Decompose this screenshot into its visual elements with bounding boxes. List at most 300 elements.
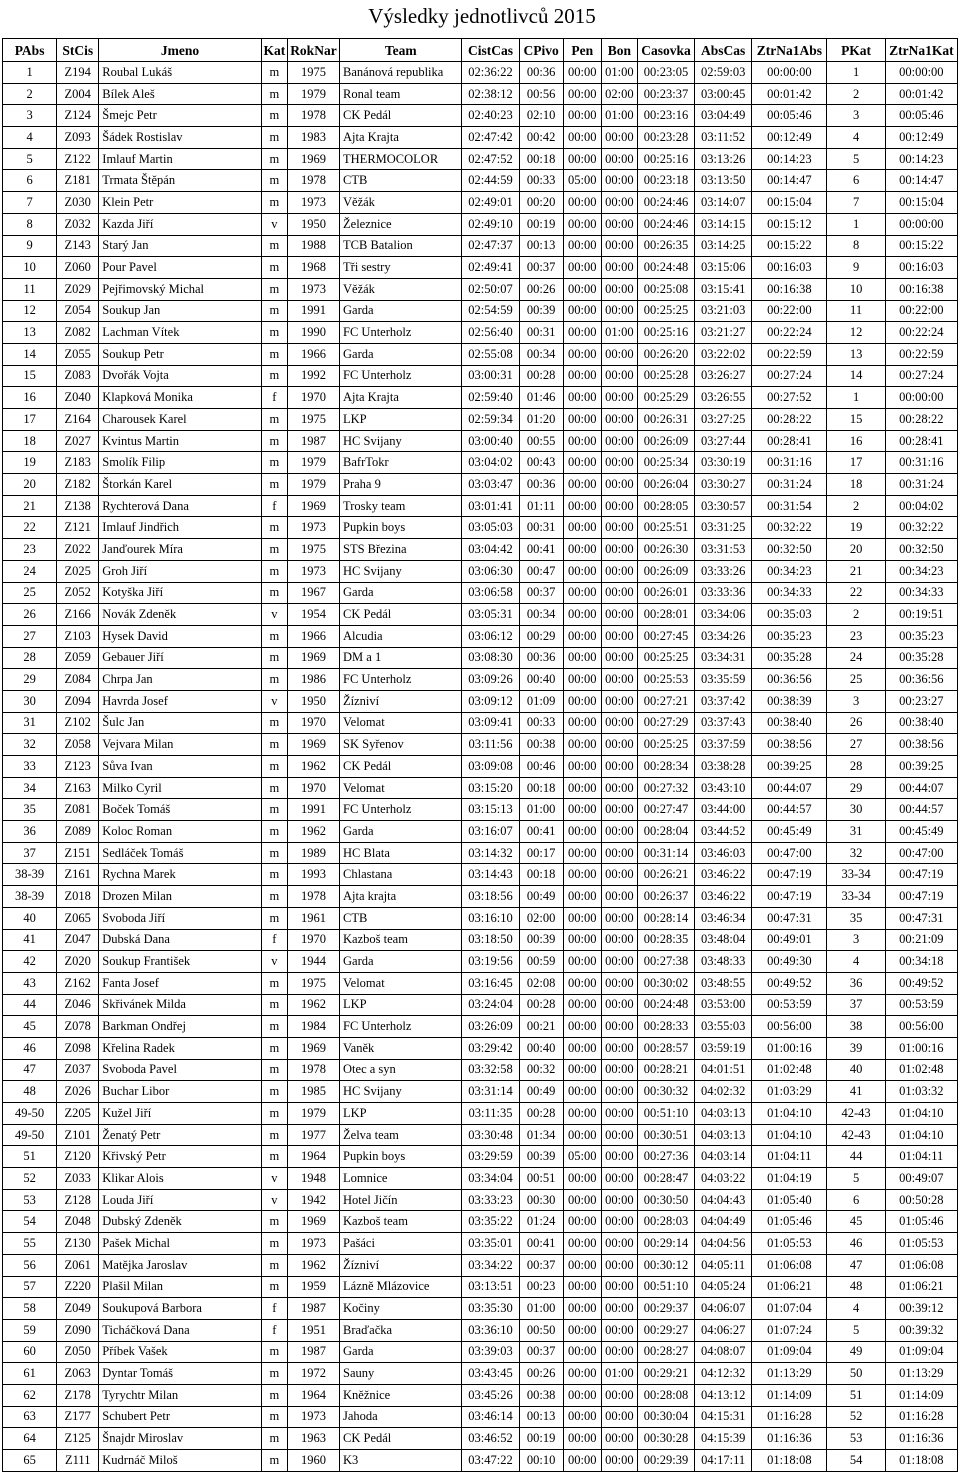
table-row bbox=[3, 1341, 958, 1363]
table-row bbox=[3, 560, 958, 582]
cell-pabs: 34 bbox=[3, 777, 57, 799]
cell-cistcas: 02:50:07 bbox=[462, 278, 519, 300]
cell-abscas: 04:01:51 bbox=[695, 1059, 752, 1081]
cell-stcis: Z090 bbox=[57, 1319, 99, 1341]
cell-pen: 00:00 bbox=[563, 62, 601, 84]
cell-ztrna1abs: 01:05:53 bbox=[752, 1233, 827, 1255]
cell-ztrna1kat: 00:15:22 bbox=[885, 235, 957, 257]
cell-pkat: 52 bbox=[827, 1406, 885, 1428]
cell-roknar: 1991 bbox=[287, 799, 339, 821]
table-row bbox=[3, 127, 958, 149]
cell-team: Věžák bbox=[340, 278, 462, 300]
cell-team: Hotel Jičín bbox=[340, 1189, 462, 1211]
cell-ztrna1kat: 01:04:10 bbox=[885, 1124, 957, 1146]
cell-abscas: 04:12:32 bbox=[695, 1363, 752, 1385]
table-row bbox=[3, 886, 958, 908]
cell-roknar: 1978 bbox=[287, 886, 339, 908]
cell-pen: 00:00 bbox=[563, 1189, 601, 1211]
cell-pkat: 2 bbox=[827, 604, 885, 626]
cell-jmeno: Pejřimovský Michal bbox=[99, 278, 262, 300]
cell-jmeno: Smolík Filip bbox=[99, 452, 262, 474]
cell-bon: 00:00 bbox=[601, 690, 637, 712]
cell-jmeno: Štorkán Karel bbox=[99, 474, 262, 496]
cell-pabs: 53 bbox=[3, 1189, 57, 1211]
cell-jmeno: Imlauf Martin bbox=[99, 148, 262, 170]
column-header-abscas: AbsCas bbox=[695, 39, 752, 62]
cell-pen: 00:00 bbox=[563, 1319, 601, 1341]
cell-team: Garda bbox=[340, 582, 462, 604]
cell-pkat: 6 bbox=[827, 170, 885, 192]
cell-ztrna1kat: 00:16:03 bbox=[885, 257, 957, 279]
results-table bbox=[2, 38, 958, 1472]
cell-jmeno: Svoboda Jiří bbox=[99, 907, 262, 929]
cell-team: FC Unterholz bbox=[340, 1016, 462, 1038]
cell-ztrna1abs: 01:16:28 bbox=[752, 1406, 827, 1428]
cell-pabs: 5 bbox=[3, 148, 57, 170]
cell-cpivo: 00:34 bbox=[519, 604, 563, 626]
cell-kat: m bbox=[261, 343, 287, 365]
cell-cistcas: 03:13:51 bbox=[462, 1276, 519, 1298]
cell-pen: 00:00 bbox=[563, 821, 601, 843]
cell-bon: 00:00 bbox=[601, 994, 637, 1016]
cell-cistcas: 03:31:14 bbox=[462, 1081, 519, 1103]
cell-stcis: Z059 bbox=[57, 647, 99, 669]
cell-pen: 00:00 bbox=[563, 474, 601, 496]
cell-jmeno: Charousek Karel bbox=[99, 409, 262, 431]
cell-cpivo: 00:31 bbox=[519, 322, 563, 344]
cell-pabs: 42 bbox=[3, 951, 57, 973]
cell-cistcas: 03:30:48 bbox=[462, 1124, 519, 1146]
cell-ztrna1abs: 00:12:49 bbox=[752, 127, 827, 149]
cell-bon: 00:00 bbox=[601, 972, 637, 994]
cell-bon: 00:00 bbox=[601, 517, 637, 539]
cell-ztrna1abs: 00:45:49 bbox=[752, 821, 827, 843]
cell-abscas: 04:05:24 bbox=[695, 1276, 752, 1298]
page-title: Výsledky jednotlivců 2015 bbox=[368, 4, 596, 28]
cell-pkat: 15 bbox=[827, 409, 885, 431]
cell-ztrna1abs: 00:28:41 bbox=[752, 430, 827, 452]
cell-ztrna1kat: 01:16:28 bbox=[885, 1406, 957, 1428]
cell-pabs: 7 bbox=[3, 192, 57, 214]
column-header-roknar: RokNar bbox=[287, 39, 339, 62]
cell-team: Želva team bbox=[340, 1124, 462, 1146]
table-row bbox=[3, 777, 958, 799]
table-row bbox=[3, 1298, 958, 1320]
cell-pen: 00:00 bbox=[563, 1406, 601, 1428]
cell-ztrna1kat: 01:05:46 bbox=[885, 1211, 957, 1233]
cell-roknar: 1969 bbox=[287, 647, 339, 669]
cell-kat: f bbox=[261, 495, 287, 517]
cell-pabs: 25 bbox=[3, 582, 57, 604]
cell-bon: 00:00 bbox=[601, 1081, 637, 1103]
cell-pen: 00:00 bbox=[563, 235, 601, 257]
cell-roknar: 1991 bbox=[287, 300, 339, 322]
cell-team: Praha 9 bbox=[340, 474, 462, 496]
cell-pkat: 39 bbox=[827, 1037, 885, 1059]
cell-pkat: 53 bbox=[827, 1428, 885, 1450]
cell-stcis: Z033 bbox=[57, 1168, 99, 1190]
cell-team: Garda bbox=[340, 1341, 462, 1363]
cell-team: Žízniví bbox=[340, 1254, 462, 1276]
cell-ztrna1abs: 01:03:29 bbox=[752, 1081, 827, 1103]
cell-pkat: 42-43 bbox=[827, 1103, 885, 1125]
cell-ztrna1abs: 00:44:07 bbox=[752, 777, 827, 799]
cell-jmeno: Klikar Alois bbox=[99, 1168, 262, 1190]
cell-abscas: 03:15:41 bbox=[695, 278, 752, 300]
cell-kat: m bbox=[261, 1363, 287, 1385]
cell-pabs: 47 bbox=[3, 1059, 57, 1081]
table-row bbox=[3, 1319, 958, 1341]
cell-cpivo: 01:11 bbox=[519, 495, 563, 517]
cell-roknar: 1979 bbox=[287, 474, 339, 496]
cell-cistcas: 03:47:22 bbox=[462, 1450, 519, 1472]
cell-pkat: 41 bbox=[827, 1081, 885, 1103]
cell-team: HC Blata bbox=[340, 842, 462, 864]
cell-stcis: Z089 bbox=[57, 821, 99, 843]
cell-ztrna1abs: 00:22:24 bbox=[752, 322, 827, 344]
cell-abscas: 03:31:25 bbox=[695, 517, 752, 539]
cell-stcis: Z161 bbox=[57, 864, 99, 886]
cell-cpivo: 00:36 bbox=[519, 474, 563, 496]
column-header-pen: Pen bbox=[563, 39, 601, 62]
cell-jmeno: Schubert Petr bbox=[99, 1406, 262, 1428]
cell-ztrna1kat: 00:47:19 bbox=[885, 886, 957, 908]
cell-pkat: 19 bbox=[827, 517, 885, 539]
cell-abscas: 03:34:06 bbox=[695, 604, 752, 626]
cell-casovka: 00:28:14 bbox=[637, 907, 694, 929]
cell-ztrna1abs: 00:28:22 bbox=[752, 409, 827, 431]
cell-cistcas: 03:16:07 bbox=[462, 821, 519, 843]
cell-pkat: 44 bbox=[827, 1146, 885, 1168]
cell-ztrna1abs: 00:22:00 bbox=[752, 300, 827, 322]
cell-ztrna1kat: 00:39:32 bbox=[885, 1319, 957, 1341]
cell-roknar: 1978 bbox=[287, 105, 339, 127]
cell-stcis: Z063 bbox=[57, 1363, 99, 1385]
cell-ztrna1abs: 00:49:30 bbox=[752, 951, 827, 973]
cell-pabs: 24 bbox=[3, 560, 57, 582]
cell-pen: 00:00 bbox=[563, 886, 601, 908]
cell-ztrna1abs: 00:53:59 bbox=[752, 994, 827, 1016]
cell-roknar: 1951 bbox=[287, 1319, 339, 1341]
cell-pen: 00:00 bbox=[563, 972, 601, 994]
cell-cistcas: 03:05:31 bbox=[462, 604, 519, 626]
cell-abscas: 03:38:28 bbox=[695, 756, 752, 778]
cell-pen: 00:00 bbox=[563, 1363, 601, 1385]
cell-cpivo: 00:32 bbox=[519, 1059, 563, 1081]
cell-jmeno: Soukup Petr bbox=[99, 343, 262, 365]
cell-casovka: 00:31:14 bbox=[637, 842, 694, 864]
cell-cistcas: 03:34:04 bbox=[462, 1168, 519, 1190]
cell-cpivo: 00:36 bbox=[519, 62, 563, 84]
cell-jmeno: Šulc Jan bbox=[99, 712, 262, 734]
cell-roknar: 1990 bbox=[287, 322, 339, 344]
cell-stcis: Z030 bbox=[57, 192, 99, 214]
cell-cistcas: 03:18:56 bbox=[462, 886, 519, 908]
cell-bon: 00:00 bbox=[601, 257, 637, 279]
cell-team: Pupkin boys bbox=[340, 1146, 462, 1168]
cell-bon: 00:00 bbox=[601, 409, 637, 431]
cell-bon: 00:00 bbox=[601, 604, 637, 626]
cell-casovka: 00:23:37 bbox=[637, 83, 694, 105]
cell-casovka: 00:30:28 bbox=[637, 1428, 694, 1450]
cell-pabs: 2 bbox=[3, 83, 57, 105]
cell-ztrna1kat: 00:35:28 bbox=[885, 647, 957, 669]
cell-cpivo: 00:41 bbox=[519, 539, 563, 561]
cell-cistcas: 02:47:37 bbox=[462, 235, 519, 257]
table-row bbox=[3, 1124, 958, 1146]
cell-ztrna1kat: 00:23:27 bbox=[885, 690, 957, 712]
cell-ztrna1kat: 00:36:56 bbox=[885, 669, 957, 691]
cell-kat: m bbox=[261, 625, 287, 647]
cell-cpivo: 01:20 bbox=[519, 409, 563, 431]
cell-bon: 00:00 bbox=[601, 1406, 637, 1428]
cell-cpivo: 00:55 bbox=[519, 430, 563, 452]
cell-ztrna1kat: 01:04:11 bbox=[885, 1146, 957, 1168]
cell-cistcas: 02:47:42 bbox=[462, 127, 519, 149]
cell-stcis: Z078 bbox=[57, 1016, 99, 1038]
cell-jmeno: Imlauf Jindřich bbox=[99, 517, 262, 539]
cell-jmeno: Gebauer Jiří bbox=[99, 647, 262, 669]
cell-pabs: 61 bbox=[3, 1363, 57, 1385]
cell-team: Tři sestry bbox=[340, 257, 462, 279]
cell-casovka: 00:26:30 bbox=[637, 539, 694, 561]
cell-cistcas: 02:56:40 bbox=[462, 322, 519, 344]
cell-kat: v bbox=[261, 1168, 287, 1190]
cell-stcis: Z084 bbox=[57, 669, 99, 691]
cell-abscas: 04:15:39 bbox=[695, 1428, 752, 1450]
cell-pabs: 16 bbox=[3, 387, 57, 409]
cell-pabs: 48 bbox=[3, 1081, 57, 1103]
cell-roknar: 1970 bbox=[287, 777, 339, 799]
cell-ztrna1abs: 00:22:59 bbox=[752, 343, 827, 365]
cell-cistcas: 02:59:40 bbox=[462, 387, 519, 409]
cell-roknar: 1950 bbox=[287, 213, 339, 235]
cell-ztrna1abs: 00:14:23 bbox=[752, 148, 827, 170]
cell-roknar: 1962 bbox=[287, 756, 339, 778]
cell-pabs: 18 bbox=[3, 430, 57, 452]
cell-abscas: 03:21:03 bbox=[695, 300, 752, 322]
table-row bbox=[3, 278, 958, 300]
cell-bon: 00:00 bbox=[601, 1124, 637, 1146]
table-row bbox=[3, 343, 958, 365]
cell-stcis: Z128 bbox=[57, 1189, 99, 1211]
table-row bbox=[3, 1168, 958, 1190]
cell-cpivo: 00:41 bbox=[519, 1233, 563, 1255]
cell-pen: 00:00 bbox=[563, 864, 601, 886]
cell-abscas: 03:11:52 bbox=[695, 127, 752, 149]
cell-pabs: 8 bbox=[3, 213, 57, 235]
cell-roknar: 1970 bbox=[287, 387, 339, 409]
cell-abscas: 03:14:25 bbox=[695, 235, 752, 257]
cell-bon: 00:00 bbox=[601, 1384, 637, 1406]
cell-ztrna1kat: 01:00:16 bbox=[885, 1037, 957, 1059]
table-row bbox=[3, 517, 958, 539]
column-header-pabs: PAbs bbox=[3, 39, 57, 62]
cell-pabs: 9 bbox=[3, 235, 57, 257]
cell-ztrna1abs: 00:15:04 bbox=[752, 192, 827, 214]
cell-casovka: 00:27:38 bbox=[637, 951, 694, 973]
cell-pen: 00:00 bbox=[563, 669, 601, 691]
cell-pen: 00:00 bbox=[563, 1103, 601, 1125]
cell-cpivo: 00:39 bbox=[519, 929, 563, 951]
cell-roknar: 1987 bbox=[287, 1298, 339, 1320]
column-header-jmeno: Jmeno bbox=[99, 39, 262, 62]
cell-cistcas: 03:09:08 bbox=[462, 756, 519, 778]
cell-casovka: 00:26:04 bbox=[637, 474, 694, 496]
cell-cistcas: 03:05:03 bbox=[462, 517, 519, 539]
column-header-ztrna1kat: ZtrNa1Kat bbox=[885, 39, 957, 62]
cell-stcis: Z177 bbox=[57, 1406, 99, 1428]
cell-cistcas: 03:00:31 bbox=[462, 365, 519, 387]
cell-bon: 00:00 bbox=[601, 951, 637, 973]
cell-abscas: 04:06:27 bbox=[695, 1319, 752, 1341]
cell-cpivo: 00:13 bbox=[519, 235, 563, 257]
cell-ztrna1abs: 00:31:54 bbox=[752, 495, 827, 517]
cell-pabs: 11 bbox=[3, 278, 57, 300]
cell-pkat: 4 bbox=[827, 951, 885, 973]
table-row bbox=[3, 1450, 958, 1472]
cell-team: Kněžnice bbox=[340, 1384, 462, 1406]
cell-team: Kazboš team bbox=[340, 929, 462, 951]
cell-pabs: 32 bbox=[3, 734, 57, 756]
cell-cpivo: 00:21 bbox=[519, 1016, 563, 1038]
table-row bbox=[3, 1059, 958, 1081]
cell-abscas: 04:08:07 bbox=[695, 1341, 752, 1363]
cell-cpivo: 02:00 bbox=[519, 907, 563, 929]
cell-kat: m bbox=[261, 1103, 287, 1125]
cell-roknar: 1962 bbox=[287, 821, 339, 843]
cell-ztrna1abs: 01:05:40 bbox=[752, 1189, 827, 1211]
cell-roknar: 1983 bbox=[287, 127, 339, 149]
cell-ztrna1abs: 00:31:24 bbox=[752, 474, 827, 496]
cell-bon: 00:00 bbox=[601, 1450, 637, 1472]
cell-bon: 02:00 bbox=[601, 83, 637, 105]
cell-cpivo: 00:36 bbox=[519, 647, 563, 669]
cell-team: Garda bbox=[340, 951, 462, 973]
cell-pen: 00:00 bbox=[563, 647, 601, 669]
cell-casovka: 00:24:46 bbox=[637, 213, 694, 235]
cell-jmeno: Dyntar Tomáš bbox=[99, 1363, 262, 1385]
cell-casovka: 00:26:09 bbox=[637, 430, 694, 452]
cell-cpivo: 00:37 bbox=[519, 257, 563, 279]
cell-pabs: 38-39 bbox=[3, 886, 57, 908]
cell-pkat: 13 bbox=[827, 343, 885, 365]
cell-cpivo: 00:29 bbox=[519, 625, 563, 647]
cell-roknar: 1970 bbox=[287, 712, 339, 734]
cell-stcis: Z181 bbox=[57, 170, 99, 192]
cell-pen: 00:00 bbox=[563, 148, 601, 170]
cell-kat: m bbox=[261, 821, 287, 843]
cell-team: FC Unterholz bbox=[340, 799, 462, 821]
cell-ztrna1abs: 01:04:19 bbox=[752, 1168, 827, 1190]
cell-cistcas: 03:06:58 bbox=[462, 582, 519, 604]
cell-pen: 00:00 bbox=[563, 734, 601, 756]
cell-pkat: 3 bbox=[827, 690, 885, 712]
cell-roknar: 1962 bbox=[287, 994, 339, 1016]
cell-pen: 00:00 bbox=[563, 278, 601, 300]
cell-stcis: Z052 bbox=[57, 582, 99, 604]
cell-roknar: 1975 bbox=[287, 409, 339, 431]
cell-pen: 00:00 bbox=[563, 105, 601, 127]
cell-abscas: 03:33:36 bbox=[695, 582, 752, 604]
cell-stcis: Z025 bbox=[57, 560, 99, 582]
cell-team: STS Březina bbox=[340, 539, 462, 561]
cell-abscas: 03:59:19 bbox=[695, 1037, 752, 1059]
cell-ztrna1abs: 00:38:40 bbox=[752, 712, 827, 734]
cell-jmeno: Pour Pavel bbox=[99, 257, 262, 279]
cell-team: HC Svijany bbox=[340, 560, 462, 582]
cell-cpivo: 00:42 bbox=[519, 127, 563, 149]
cell-bon: 00:00 bbox=[601, 1233, 637, 1255]
cell-ztrna1abs: 00:27:24 bbox=[752, 365, 827, 387]
cell-cpivo: 00:31 bbox=[519, 517, 563, 539]
cell-casovka: 00:28:04 bbox=[637, 821, 694, 843]
column-header-kat: Kat bbox=[261, 39, 287, 62]
cell-cistcas: 03:11:56 bbox=[462, 734, 519, 756]
cell-pkat: 5 bbox=[827, 1319, 885, 1341]
cell-jmeno: Příbek Vašek bbox=[99, 1341, 262, 1363]
cell-ztrna1kat: 00:21:09 bbox=[885, 929, 957, 951]
cell-ztrna1abs: 00:49:01 bbox=[752, 929, 827, 951]
cell-stcis: Z182 bbox=[57, 474, 99, 496]
cell-ztrna1abs: 00:35:03 bbox=[752, 604, 827, 626]
cell-pabs: 4 bbox=[3, 127, 57, 149]
cell-bon: 00:00 bbox=[601, 1103, 637, 1125]
cell-cistcas: 03:36:10 bbox=[462, 1319, 519, 1341]
cell-casovka: 00:27:32 bbox=[637, 777, 694, 799]
cell-cpivo: 00:38 bbox=[519, 1384, 563, 1406]
cell-pabs: 36 bbox=[3, 821, 57, 843]
cell-stcis: Z183 bbox=[57, 452, 99, 474]
cell-ztrna1kat: 00:05:46 bbox=[885, 105, 957, 127]
cell-pen: 00:00 bbox=[563, 582, 601, 604]
cell-cpivo: 00:59 bbox=[519, 951, 563, 973]
cell-cpivo: 00:23 bbox=[519, 1276, 563, 1298]
cell-pkat: 20 bbox=[827, 539, 885, 561]
cell-kat: v bbox=[261, 604, 287, 626]
cell-pabs: 58 bbox=[3, 1298, 57, 1320]
cell-kat: m bbox=[261, 1016, 287, 1038]
cell-abscas: 04:03:22 bbox=[695, 1168, 752, 1190]
cell-kat: m bbox=[261, 517, 287, 539]
cell-roknar: 1942 bbox=[287, 1189, 339, 1211]
cell-pkat: 47 bbox=[827, 1254, 885, 1276]
cell-cistcas: 03:34:22 bbox=[462, 1254, 519, 1276]
cell-pabs: 49-50 bbox=[3, 1124, 57, 1146]
cell-casovka: 00:27:47 bbox=[637, 799, 694, 821]
cell-stcis: Z046 bbox=[57, 994, 99, 1016]
cell-roknar: 1966 bbox=[287, 625, 339, 647]
cell-bon: 00:00 bbox=[601, 799, 637, 821]
table-row bbox=[3, 387, 958, 409]
cell-stcis: Z130 bbox=[57, 1233, 99, 1255]
cell-kat: m bbox=[261, 257, 287, 279]
cell-pen: 00:00 bbox=[563, 690, 601, 712]
cell-bon: 00:00 bbox=[601, 365, 637, 387]
cell-pabs: 55 bbox=[3, 1233, 57, 1255]
cell-casovka: 00:25:28 bbox=[637, 365, 694, 387]
cell-bon: 00:00 bbox=[601, 1319, 637, 1341]
cell-stcis: Z138 bbox=[57, 495, 99, 517]
cell-stcis: Z143 bbox=[57, 235, 99, 257]
cell-cpivo: 00:39 bbox=[519, 300, 563, 322]
cell-ztrna1kat: 00:45:49 bbox=[885, 821, 957, 843]
cell-casovka: 00:26:35 bbox=[637, 235, 694, 257]
cell-roknar: 1959 bbox=[287, 1276, 339, 1298]
cell-ztrna1kat: 00:47:00 bbox=[885, 842, 957, 864]
cell-ztrna1kat: 00:49:07 bbox=[885, 1168, 957, 1190]
cell-team: HC Svijany bbox=[340, 430, 462, 452]
